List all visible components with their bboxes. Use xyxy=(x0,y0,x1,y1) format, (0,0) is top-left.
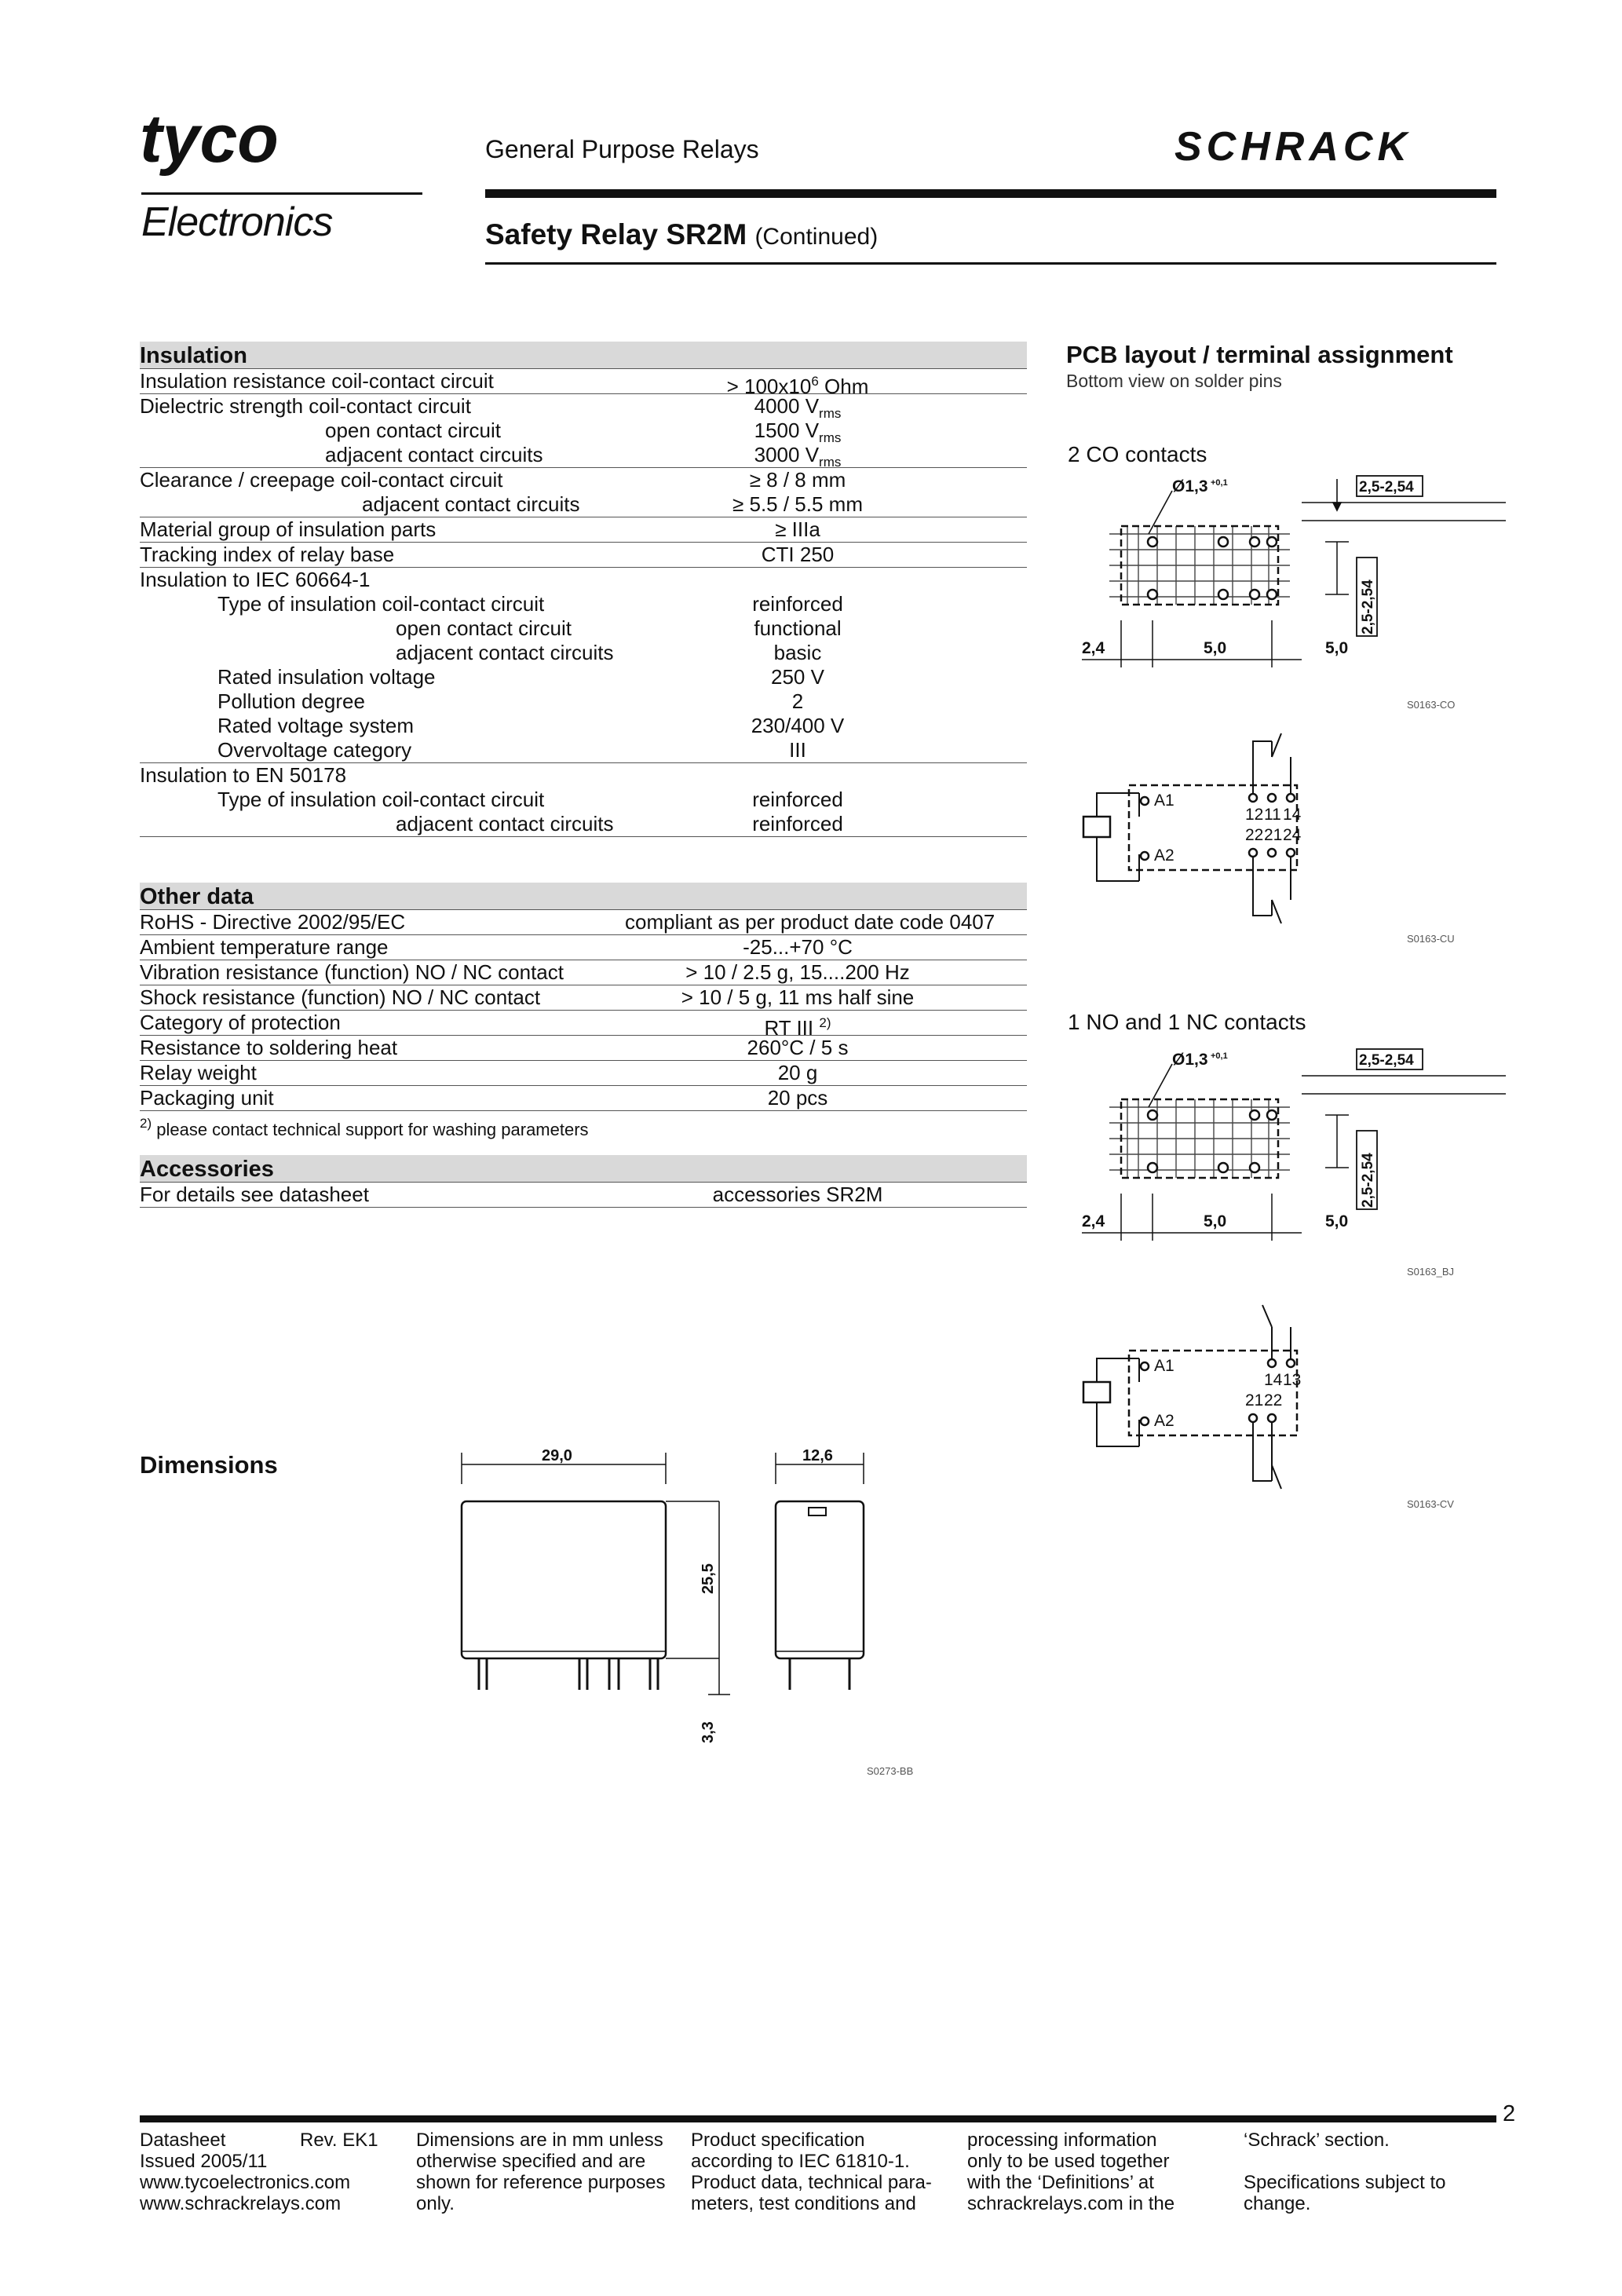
table-row xyxy=(140,394,1027,419)
dimensions-title: Dimensions xyxy=(140,1451,278,1479)
row-label: Shock resistance (function) NO / NC contact xyxy=(140,985,541,1009)
table-row xyxy=(140,641,1027,665)
nc-t14: 14 xyxy=(1264,1371,1283,1389)
row-label: Tracking index of relay base xyxy=(140,543,395,566)
dim-height: 25,5 xyxy=(700,1563,717,1594)
insulation-heading: Insulation xyxy=(140,342,1027,368)
footer-col-1: Datasheet Issued 2005/11 www.tycoelectronics.com www.schrackrelays.com xyxy=(140,2130,351,2214)
row-value: functional xyxy=(754,616,842,640)
a1: A1 xyxy=(1154,792,1174,810)
co-t11: 11 xyxy=(1264,806,1281,824)
row-label: Material group of insulation parts xyxy=(140,517,437,541)
code-dim: S0273-BB xyxy=(867,1765,914,1777)
table-row xyxy=(140,592,1027,616)
row-value: 20 pcs xyxy=(767,1086,828,1110)
table-row xyxy=(140,985,1027,1011)
accessories-heading: Accessories xyxy=(140,1155,1027,1182)
hole-dim: Ø1,3 xyxy=(1172,477,1208,495)
row-label: Packaging unit xyxy=(140,1086,274,1110)
dimensions-drawing xyxy=(448,1429,950,1782)
row-value: basic xyxy=(773,641,822,664)
table-row xyxy=(140,543,1027,568)
table-row xyxy=(140,1036,1027,1061)
table-row xyxy=(140,1011,1027,1040)
table-row xyxy=(140,788,1027,812)
table-row xyxy=(140,517,1027,543)
dim-50a: 5,0 xyxy=(1204,639,1227,657)
co-t12: 12 xyxy=(1245,806,1264,824)
row-label: Pollution degree xyxy=(217,689,365,713)
footer-col-5: ‘Schrack’ section. Specifications subject to change. xyxy=(1244,2130,1446,2214)
table-row xyxy=(140,935,1027,960)
dim-24: 2,4 xyxy=(1082,639,1105,657)
row-label: Relay weight xyxy=(140,1061,257,1084)
row-value: RT III $^{2)}$ xyxy=(764,1015,831,1040)
row-value: -25...+70 °C xyxy=(743,935,853,959)
dim-pin: 3,3 xyxy=(700,1721,717,1743)
row-value: reinforced xyxy=(752,812,843,835)
a1-2: A1 xyxy=(1154,1357,1174,1375)
row-label: For details see datasheet xyxy=(140,1183,369,1206)
pitch-dim-v: 2,5-2,54 xyxy=(1360,579,1376,634)
table-row xyxy=(140,689,1027,714)
pitch-dim: 2,5-2,54 xyxy=(1359,479,1414,495)
footnote-text: $^{2)}$ please contact technical support for washing parameters xyxy=(140,1116,589,1139)
row-value: ≥ 5.5 / 5.5 mm xyxy=(732,492,863,516)
row-label: Ambient temperature range xyxy=(140,935,389,959)
row-value: ≥ 8 / 8 mm xyxy=(749,468,846,492)
header-bar xyxy=(485,189,1496,198)
page-title xyxy=(485,218,878,251)
row-label: open contact circuit xyxy=(325,419,502,442)
table-row xyxy=(140,1182,1027,1208)
row-value: > 10 / 2.5 g, 15....200 Hz xyxy=(685,960,910,984)
dim-50a-2: 5,0 xyxy=(1204,1212,1227,1230)
table-row xyxy=(140,1086,1027,1111)
row-label: adjacent contact circuits xyxy=(396,641,614,664)
dim-width: 29,0 xyxy=(542,1447,572,1464)
row-value: ≥ IIIa xyxy=(775,517,820,541)
footnote xyxy=(140,1111,1027,1139)
row-value: 2 xyxy=(791,689,804,713)
pitch-dim-v2: 2,5-2,54 xyxy=(1360,1153,1376,1208)
row-value: 1500 $V_{rms}$ xyxy=(754,419,842,445)
row-label: Vibration resistance (function) NO / NC contact xyxy=(140,960,564,984)
hole-tol-2: +0,1 xyxy=(1211,1051,1228,1061)
row-value: III xyxy=(789,738,806,762)
logo-rule xyxy=(141,192,422,195)
label-nonc: 1 NO and 1 NC contacts xyxy=(1068,1010,1306,1034)
nc-t22: 22 xyxy=(1264,1391,1283,1409)
table-row xyxy=(140,738,1027,763)
other-data-table xyxy=(140,883,1027,1139)
row-label: adjacent contact circuits xyxy=(396,812,614,835)
row-value: > $100x10^6$ Ohm xyxy=(726,374,869,398)
row-label: Type of insulation coil-contact circuit xyxy=(217,788,545,811)
schrack-logo xyxy=(1174,126,1496,166)
circuit-nonc xyxy=(1066,1296,1506,1515)
row-label: Dielectric strength coil-contact circuit xyxy=(140,394,471,418)
row-value: 230/400 V xyxy=(751,714,845,737)
code-co: S0163-CO xyxy=(1407,699,1456,711)
row-value: 20 g xyxy=(777,1061,818,1084)
table-row xyxy=(140,714,1027,738)
row-label: Category of protection xyxy=(140,1011,341,1034)
table-row xyxy=(140,616,1027,641)
row-value: compliant as per product date code 0407 xyxy=(625,910,995,934)
dim-50b: 5,0 xyxy=(1325,639,1349,657)
table-row xyxy=(140,468,1027,492)
dim-50b-2: 5,0 xyxy=(1325,1212,1349,1230)
a2-2: A2 xyxy=(1154,1412,1174,1430)
table-row xyxy=(140,443,1027,468)
row-label: Clearance / creepage coil-contact circuit xyxy=(140,468,503,492)
code-bj: S0163_BJ xyxy=(1407,1266,1454,1278)
row-value: 250 V xyxy=(771,665,824,689)
other-heading: Other data xyxy=(140,883,1027,909)
row-label: open contact circuit xyxy=(396,616,572,640)
a2: A2 xyxy=(1154,846,1174,865)
dim-depth: 12,6 xyxy=(802,1447,833,1464)
pcb-subtitle: Bottom view on solder pins xyxy=(1066,371,1282,391)
co-t22: 22 xyxy=(1245,826,1264,844)
pcb-title: PCB layout / terminal assignment xyxy=(1066,341,1453,368)
row-label: Insulation to IEC 60664-1 xyxy=(140,568,371,591)
accessories-table xyxy=(140,1155,1027,1208)
co-t24: 24 xyxy=(1283,826,1302,844)
title-suffix: (Continued) xyxy=(754,224,879,250)
pitch-dim-2: 2,5-2,54 xyxy=(1359,1052,1414,1069)
table-row xyxy=(140,763,1027,788)
table-row xyxy=(140,812,1027,837)
title-main: Safety Relay SR2M xyxy=(485,218,747,250)
row-label: Overvoltage category xyxy=(217,738,412,762)
co-t21: 21 xyxy=(1264,826,1283,844)
brand-left: tyco xyxy=(140,108,279,177)
label-2co: 2 CO contacts xyxy=(1068,442,1207,466)
row-label: adjacent contact circuits xyxy=(325,443,543,466)
footer-rev: Rev. EK1 xyxy=(300,2130,378,2151)
row-value: > 10 / 5 g, 11 ms half sine xyxy=(681,985,915,1009)
nc-t13: 13 xyxy=(1283,1371,1302,1389)
footer-col-3: Product specification according to IEC 61810-1. Product data, technical para- meters, test conditions and xyxy=(691,2130,932,2214)
table-row xyxy=(140,419,1027,443)
brand-left-sub: Electronics xyxy=(141,199,333,245)
row-value: accessories SR2M xyxy=(712,1183,883,1206)
code-cv: S0163-CV xyxy=(1407,1498,1454,1510)
category-label: General Purpose Relays xyxy=(485,135,759,163)
row-label: RoHS - Directive 2002/95/EC xyxy=(140,910,406,934)
row-label: Rated insulation voltage xyxy=(217,665,436,689)
row-value: 260°C / 5 s xyxy=(747,1036,849,1059)
insulation-table xyxy=(140,342,1027,837)
table-row xyxy=(140,492,1027,517)
row-label: Insulation resistance coil-contact circuit xyxy=(140,369,494,393)
page-number: 2 xyxy=(1503,2101,1516,2126)
pcb-layout-2co xyxy=(1066,463,1506,730)
dim-24-2: 2,4 xyxy=(1082,1212,1105,1230)
row-value: CTI 250 xyxy=(761,543,835,566)
row-label: Rated voltage system xyxy=(217,714,415,737)
pcb-layout-nonc xyxy=(1066,1036,1506,1296)
table-row xyxy=(140,368,1027,398)
code-cu: S0163-CU xyxy=(1407,933,1455,945)
footer-col-4: processing information only to be used together with the ‘Definitions’ at schrackrelays.com in the xyxy=(967,2130,1175,2214)
row-label: Type of insulation coil-contact circuit xyxy=(217,592,545,616)
row-value: 4000 $V_{rms}$ xyxy=(754,394,842,421)
row-label: adjacent contact circuits xyxy=(362,492,580,516)
footer-col-2: Dimensions are in mm unless otherwise specified and are shown for reference purposes only. xyxy=(416,2130,666,2214)
row-label: Insulation to EN 50178 xyxy=(140,763,347,787)
nc-t21: 21 xyxy=(1245,1391,1264,1409)
hole-dim-2: Ø1,3 xyxy=(1172,1051,1208,1069)
brand-right: SCHRACK xyxy=(1174,126,1412,166)
circuit-2co xyxy=(1066,730,1506,958)
footer-bar xyxy=(140,2115,1496,2122)
table-row xyxy=(140,909,1027,935)
table-row xyxy=(140,568,1027,592)
table-row xyxy=(140,960,1027,985)
header-rule xyxy=(485,262,1496,265)
table-row xyxy=(140,665,1027,689)
table-row xyxy=(140,1061,1027,1086)
hole-tol: +0,1 xyxy=(1211,478,1228,488)
row-value: 3000 $V_{rms}$ xyxy=(754,443,842,470)
co-t14: 14 xyxy=(1283,806,1302,824)
row-value: reinforced xyxy=(752,788,843,811)
row-label: Resistance to soldering heat xyxy=(140,1036,398,1059)
row-value: reinforced xyxy=(752,592,843,616)
tyco-logo xyxy=(140,108,336,179)
